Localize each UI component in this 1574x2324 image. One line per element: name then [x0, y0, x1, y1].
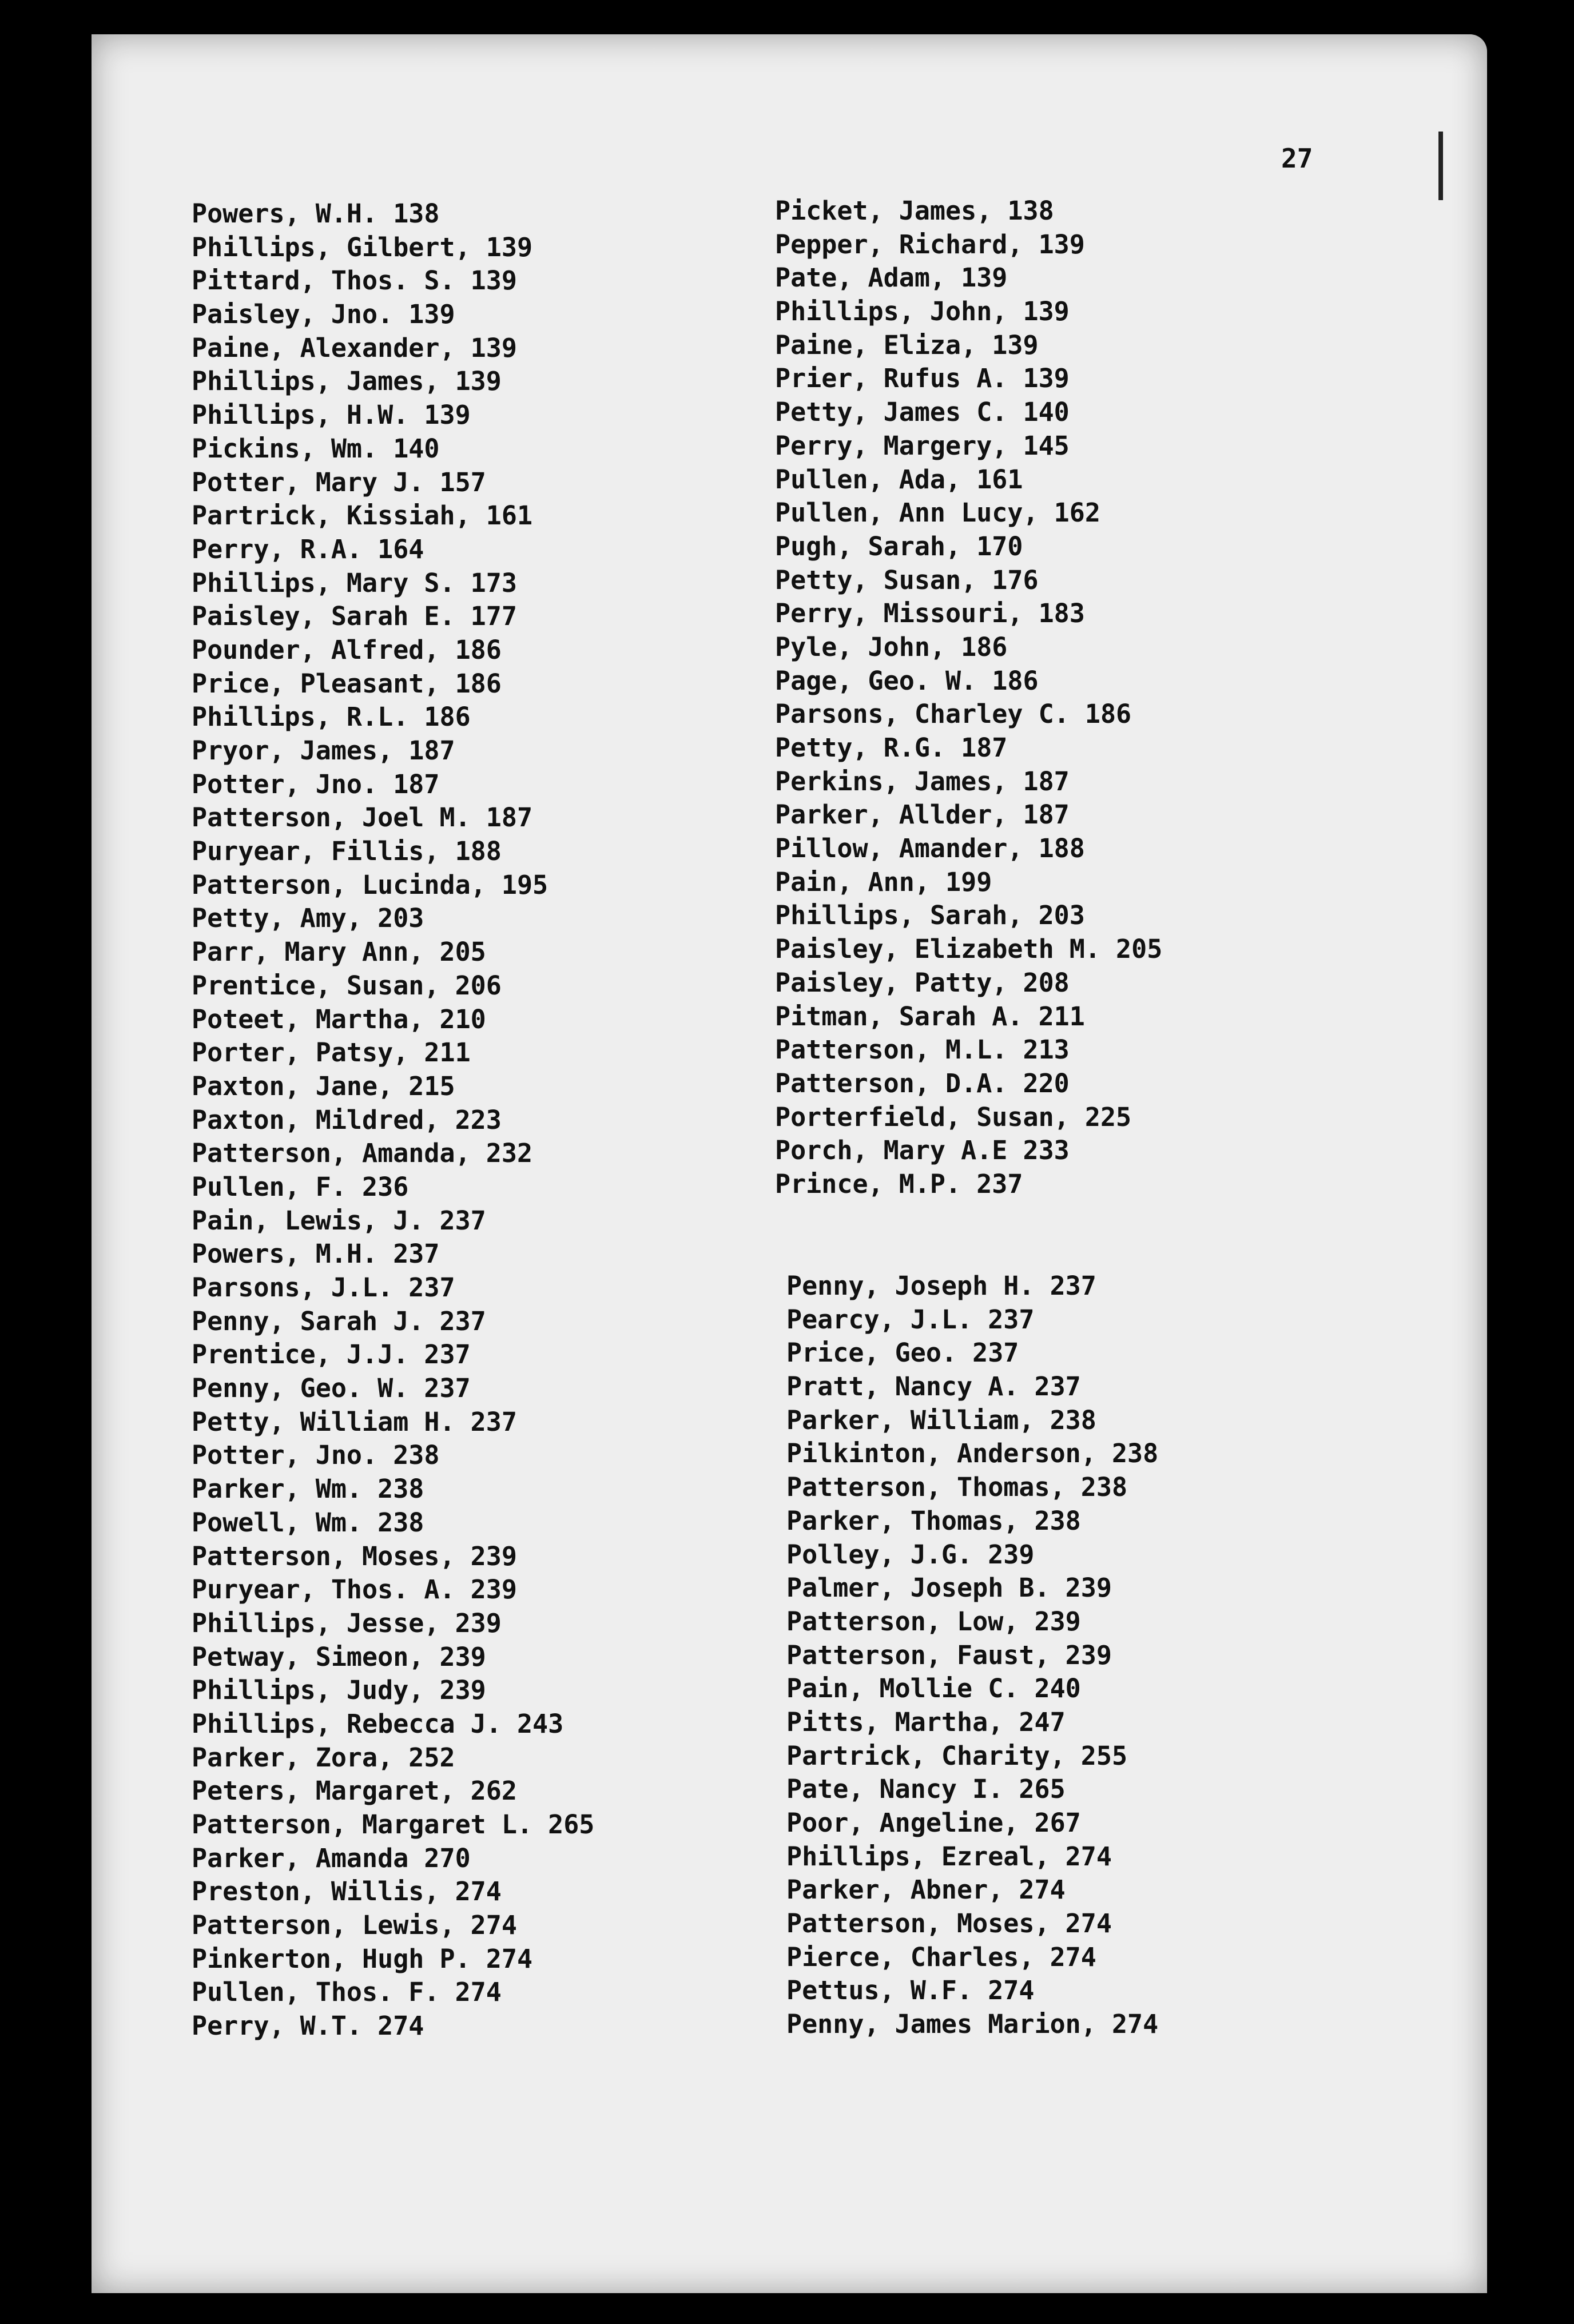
name-entry: Powers, M.H. 237: [192, 1239, 440, 1270]
name-entry: Paisley, Elizabeth M. 205: [775, 934, 1163, 965]
name-entry: Puryear, Thos. A. 239: [192, 1574, 517, 1605]
name-entry: Parr, Mary Ann, 205: [192, 937, 486, 968]
name-entry: Palmer, Joseph B. 239: [786, 1573, 1112, 1603]
name-entry: Perry, W.T. 274: [192, 2011, 424, 2042]
name-entry: Patterson, Thomas, 238: [786, 1472, 1128, 1503]
name-entry: Phillips, Mary S. 173: [192, 567, 517, 598]
name-entry: Patterson, Low, 239: [786, 1606, 1081, 1637]
name-entry: Pratt, Nancy A. 237: [786, 1371, 1081, 1402]
name-entry: Porch, Mary A.E 233: [775, 1135, 1070, 1166]
name-entry: Paxton, Jane, 215: [192, 1071, 455, 1101]
name-entry: Phillips, H.W. 139: [192, 400, 471, 431]
name-entry: Poor, Angeline, 267: [786, 1808, 1081, 1838]
name-entry: Patterson, Faust, 239: [786, 1639, 1112, 1670]
name-entry: Prince, M.P. 237: [775, 1168, 1023, 1199]
name-entry: Pounder, Alfred, 186: [192, 634, 502, 665]
name-entry: Pate, Nancy I. 265: [786, 1774, 1066, 1805]
name-entry: Petway, Simeon, 239: [192, 1641, 486, 1672]
name-entry: Petty, James C. 140: [775, 397, 1070, 428]
name-entry: Price, Geo. 237: [786, 1338, 1019, 1368]
name-entry: Powell, Wm. 238: [192, 1507, 424, 1538]
name-entry: Perry, Margery, 145: [775, 430, 1070, 461]
name-entry: Parker, Wm. 238: [192, 1474, 424, 1505]
name-entry: Perkins, James, 187: [775, 766, 1070, 797]
name-entry: Pettus, W.F. 274: [786, 1975, 1035, 2006]
name-entry: Penny, Joseph H. 237: [786, 1271, 1096, 1301]
name-entry: Pilkinton, Anderson, 238: [786, 1438, 1159, 1469]
name-entry: Potter, Jno. 238: [192, 1440, 440, 1471]
name-entry: Penny, James Marion, 274: [786, 2009, 1159, 2040]
name-entry: Perry, R.A. 164: [192, 534, 424, 564]
name-entry: Puryear, Fillis, 188: [192, 836, 502, 867]
name-entry: Petty, William H. 237: [192, 1406, 517, 1437]
right-name-column-bottom: [786, 1270, 1158, 2042]
name-entry: Potter, Mary J. 157: [192, 467, 486, 498]
name-entry: Pate, Adam, 139: [775, 262, 1008, 293]
name-entry: Pain, Lewis, J. 237: [192, 1205, 486, 1236]
binding-shadow: [1438, 132, 1443, 200]
name-entry: Patterson, Lucinda, 195: [192, 869, 548, 900]
name-entry: Partrick, Kissiah, 161: [192, 500, 533, 531]
name-entry: Parker, Zora, 252: [192, 1742, 455, 1773]
name-entry: Penny, Geo. W. 237: [192, 1373, 471, 1404]
name-entry: Pain, Mollie C. 240: [786, 1673, 1081, 1704]
name-entry: Peters, Margaret, 262: [192, 1776, 517, 1806]
name-entry: Partrick, Charity, 255: [786, 1740, 1128, 1771]
left-name-column: [192, 197, 594, 2043]
name-entry: Pittard, Thos. S. 139: [192, 265, 517, 296]
name-entry: Patterson, D.A. 220: [775, 1068, 1070, 1099]
name-entry: Phillips, Ezreal, 274: [786, 1841, 1112, 1872]
name-entry: Prier, Rufus A. 139: [775, 363, 1070, 394]
name-entry: Parker, William, 238: [786, 1404, 1096, 1435]
name-entry: Page, Geo. W. 186: [775, 665, 1039, 696]
name-entry: Pierce, Charles, 274: [786, 1941, 1096, 1972]
name-entry: Phillips, Sarah, 203: [775, 900, 1085, 931]
name-entry: Phillips, Jesse, 239: [192, 1607, 502, 1638]
name-entry: Price, Pleasant, 186: [192, 668, 502, 699]
name-entry: Patterson, Amanda, 232: [192, 1138, 533, 1169]
name-entry: Potter, Jno. 187: [192, 769, 440, 799]
name-entry: Poteet, Martha, 210: [192, 1004, 486, 1034]
name-entry: Petty, R.G. 187: [775, 733, 1008, 763]
name-entry: Pullen, Ada, 161: [775, 464, 1023, 495]
name-entry: Pitts, Martha, 247: [786, 1706, 1066, 1737]
name-entry: Porter, Patsy, 211: [192, 1037, 471, 1068]
name-entry: Prentice, Susan, 206: [192, 970, 502, 1001]
name-entry: Pullen, F. 236: [192, 1171, 409, 1202]
name-entry: Parsons, Charley C. 186: [775, 699, 1132, 730]
name-entry: Perry, Missouri, 183: [775, 598, 1085, 629]
name-entry: Pullen, Thos. F. 274: [192, 1977, 502, 2008]
name-entry: Paxton, Mildred, 223: [192, 1104, 502, 1135]
name-entry: Pearcy, J.L. 237: [786, 1304, 1035, 1335]
name-entry: Pryor, James, 187: [192, 735, 455, 766]
right-name-column-top: [775, 194, 1162, 1201]
name-entry: Prentice, J.J. 237: [192, 1339, 471, 1370]
name-entry: Parker, Allder, 187: [775, 799, 1070, 830]
name-entry: Parker, Thomas, 238: [786, 1505, 1081, 1536]
name-entry: Preston, Willis, 274: [192, 1876, 502, 1907]
name-entry: Polley, J.G. 239: [786, 1539, 1035, 1570]
name-entry: Pillow, Amander, 188: [775, 833, 1085, 864]
name-entry: Phillips, John, 139: [775, 296, 1070, 327]
name-entry: Patterson, Moses, 239: [192, 1541, 517, 1571]
name-entry: Patterson, M.L. 213: [775, 1034, 1070, 1065]
name-entry: Patterson, Lewis, 274: [192, 1910, 517, 1941]
name-entry: Pugh, Sarah, 170: [775, 531, 1023, 562]
name-entry: Phillips, Gilbert, 139: [192, 232, 533, 262]
name-entry: Parsons, J.L. 237: [192, 1272, 455, 1303]
name-entry: Porterfield, Susan, 225: [775, 1101, 1132, 1132]
name-entry: Parker, Amanda 270: [192, 1843, 471, 1873]
name-entry: Paisley, Jno. 139: [192, 299, 455, 330]
name-entry: Petty, Amy, 203: [192, 903, 424, 934]
name-entry: Paisley, Patty, 208: [775, 967, 1070, 998]
name-entry: Patterson, Margaret L. 265: [192, 1809, 595, 1840]
name-entry: Phillips, James, 139: [192, 366, 502, 397]
name-entry: Pitman, Sarah A. 211: [775, 1001, 1085, 1032]
name-entry: Penny, Sarah J. 237: [192, 1306, 486, 1336]
name-entry: Pullen, Ann Lucy, 162: [775, 498, 1100, 528]
page-number: 27: [1281, 143, 1313, 174]
name-entry: Petty, Susan, 176: [775, 564, 1039, 595]
name-entry: Patterson, Joel M. 187: [192, 802, 533, 833]
name-entry: Patterson, Moses, 274: [786, 1908, 1112, 1939]
name-entry: Paisley, Sarah E. 177: [192, 601, 517, 632]
name-entry: Phillips, Judy, 239: [192, 1675, 486, 1706]
name-entry: Parker, Abner, 274: [786, 1875, 1066, 1905]
name-entry: Powers, W.H. 138: [192, 198, 440, 229]
name-entry: Pain, Ann, 199: [775, 866, 992, 897]
name-entry: Pickins, Wm. 140: [192, 433, 440, 464]
name-entry: Picket, James, 138: [775, 196, 1054, 226]
name-entry: Pepper, Richard, 139: [775, 229, 1085, 260]
name-entry: Pyle, John, 186: [775, 631, 1008, 662]
name-entry: Paine, Alexander, 139: [192, 332, 517, 363]
name-entry: Phillips, Rebecca J. 243: [192, 1708, 564, 1739]
name-entry: Phillips, R.L. 186: [192, 702, 471, 733]
name-entry: Pinkerton, Hugh P. 274: [192, 1943, 533, 1974]
name-entry: Paine, Eliza, 139: [775, 329, 1039, 360]
